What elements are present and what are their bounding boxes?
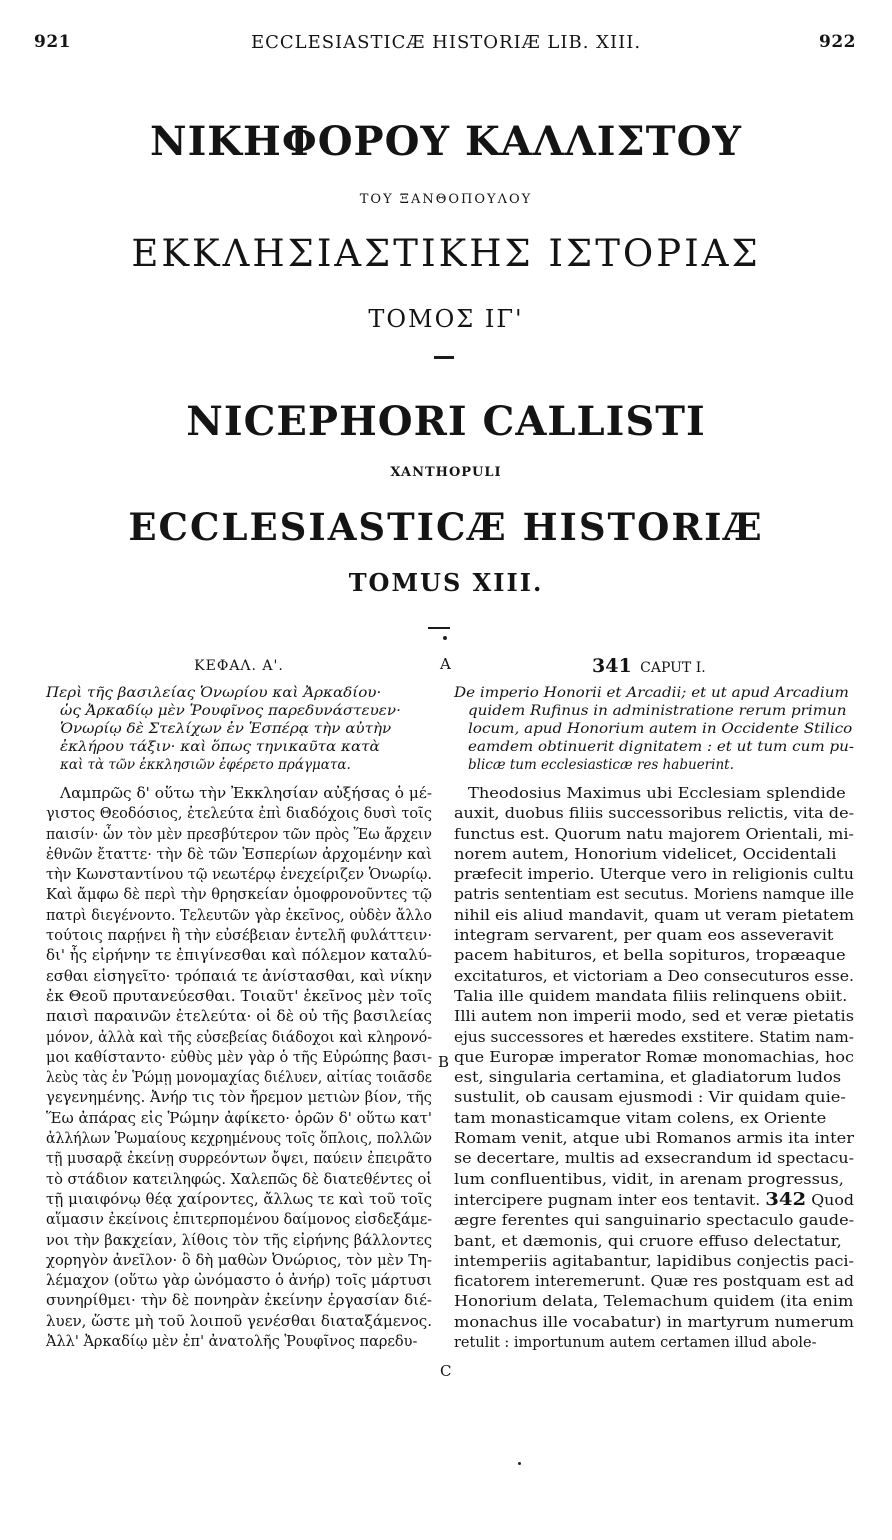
text-line: patris sententiam est secutus. Moriens namque ille	[454, 887, 854, 904]
greek-chapter-heading: ΚΕΦΑΛ. Α'.	[194, 658, 284, 674]
text-line: integram servarent, per quam eos asseveravit	[454, 928, 834, 945]
text-line: sustulit, ob causam ejusmodi : Vir quidam quie-	[454, 1090, 846, 1107]
right-page-number: 922	[819, 32, 856, 52]
text-line: tam monasticamque vitam colens, ex Oriente	[454, 1110, 827, 1127]
text-line: pacem habituros, et bella sopituros, tropæaque	[454, 948, 846, 965]
text-line: Λαμπρῶς δ' οὕτω τὴν Ἐκκλησίαν αὐξήσας ὁ μέ-	[60, 786, 432, 802]
text-line: τούτοις παρῄνει ἢ τὴν εὐσέβειαν ἐντελῆ φυλάττειν·	[46, 928, 432, 945]
summary-line: locum, apud Honorium autem in Occidente Stilico	[468, 721, 853, 737]
text-line: λυεν, ὥστε μὴ τοῦ λοιποῦ γενέσθαι διαταξάμενος.	[46, 1313, 432, 1330]
text-line: ἐκ Θεοῦ πρυτανεύεσθαι. Τοιαῦτ' ἐκεῖνος μὲν τοῖς	[46, 988, 432, 1005]
text-line: τὸ στάδιον κατειληφώς. Χαλεπῶς δὲ διατεθέντες οἱ	[46, 1171, 432, 1188]
summary-line: blicæ tum ecclesiasticæ res habuerint.	[468, 757, 734, 773]
text-line: ἐθνῶν ἔταττε· τὴν δὲ τῶν Ἑσπερίων ἀρχομένην καὶ	[46, 846, 432, 863]
text-line: ficatorem interemerunt. Quæ res postquam est ad	[454, 1274, 854, 1291]
text-line: τῇ μιαιφόνῳ θέᾳ χαίροντες, ἄλλως τε καὶ τοῦ τοῖς	[46, 1191, 432, 1208]
text-line: αἵμασιν ἐκείνοις ἐπιτερπομένου δαίμονος εἰσδεξάμε-	[46, 1212, 432, 1229]
text-line: se decertare, multis ad exsecrandum id spectacu-	[454, 1151, 854, 1168]
text-line: Illi autem non imperii modo, sed et veræ pietatis	[454, 1009, 854, 1026]
text-fragment: intercipere pugnam inter eos tentavit.	[454, 1192, 761, 1209]
running-header	[0, 32, 892, 58]
title-divider	[434, 356, 454, 359]
summary-line: De imperio Honorii et Arcadii; et ut apud Arcadium	[454, 685, 849, 701]
text-line: παισίν· ὧν τὸν μὲν πρεσβύτερον τῶν πρὸς Ἕω ἄρχειν	[46, 826, 432, 843]
left-page-number: 921	[34, 32, 71, 52]
text-line: δι' ἧς εἰρήνην τε ἐπιγίνεσθαι καὶ πόλεμον καταλύ-	[46, 948, 432, 965]
latin-chapter-label: CAPUT I.	[640, 660, 706, 676]
text-line: μοι καθίσταντο· εὐθὺς μὲν γὰρ ὁ τῆς Εὐρώπης βασι-	[46, 1049, 433, 1066]
greek-volume: ΤΟΜΟΣ ΙΓ'	[368, 305, 524, 333]
ornament-dot	[518, 1462, 521, 1465]
text-line: norem autem, Honorium videlicet, Occidentali	[454, 846, 837, 863]
text-line: εσθαι εἰσηγεῖτο· τρόπαιά τε ἀνίστασθαι, καὶ νίκην	[46, 968, 432, 985]
text-line: Talia ille quidem mandata filiis relinquens obiit.	[454, 988, 848, 1005]
latin-body-text	[454, 784, 854, 1353]
text-line: συνηρίθμει· τὴν δὲ πονηρὰν ἐκείνην ἐργασίαν διέ-	[46, 1293, 432, 1310]
text-line: excitaturos, et victoriam a Deo consecuturos esse.	[454, 968, 854, 985]
text-line: monachus ille vocabatur) in martyrum numerum	[454, 1314, 854, 1331]
text-line: Romam venit, atque ubi Romanos armis ita inter	[454, 1131, 854, 1148]
text-line: Καὶ ἄμφω δὲ περὶ τὴν θρησκείαν ὁμοφρονοῦντες τῷ	[46, 887, 433, 904]
text-line: bant, et dæmonis, qui cruore effuso delectatur,	[454, 1233, 842, 1250]
summary-line: Ὁνωρίῳ δὲ Στελίχων ἐν Ἑσπέρᾳ τὴν αὐτὴν	[60, 721, 392, 737]
greek-chapter-summary	[46, 684, 432, 774]
greek-author-title: ΝΙΚΗΦΟΡΟΥ ΚΑΛΛΙΣΤΟΥ	[150, 118, 742, 165]
text-line: χορηγὸν ἀνεῖλον· ὃ δὴ μαθὼν Ὀνώριος, τὸν μὲν Τη-	[46, 1252, 432, 1269]
text-line: παισὶ παραινῶν ἐτελεύτα· οἱ δὲ οὐ τῆς βασιλείας	[46, 1009, 432, 1026]
text-line: ἀλλήλων Ῥωμαίους κεχρημένους τοῖς ὅπλοις, πολλῶν	[46, 1131, 432, 1148]
inline-page-number: 342	[765, 1188, 807, 1210]
text-line: τῇ μυσαρᾷ ἐκείνῃ συρρεόντων ὄψει, παύειν ἐπειρᾶτο	[46, 1151, 432, 1168]
text-line: Theodosius Maximus ubi Ecclesiam splendide	[468, 786, 846, 802]
summary-line: Περὶ τῆς βασιλείας Ὁνωρίου καὶ Ἀρκαδίου·	[46, 685, 382, 701]
latin-column	[454, 654, 854, 1353]
column-page-number: 341	[592, 655, 632, 677]
text-line: est, singularia certamina, et gladiatorum ludos	[454, 1070, 842, 1087]
text-line: Ἕω ἀπάρας εἰς Ῥώμην ἀφίκετο· ὁρῶν δ' οὕτω κατ'	[46, 1110, 433, 1127]
text-line: ejus successores et hæredes exstitere. Statim nam-	[454, 1029, 854, 1046]
text-line: auxit, duobus filiis successoribus relictis, vita de-	[454, 806, 854, 823]
latin-surname: XANTHOPULI	[390, 465, 502, 480]
text-line: λέμαχον (οὕτω γὰρ ὠνόμαστο ὁ ἀνήρ) τοῖς μάρτυσι	[46, 1273, 432, 1290]
summary-line: καὶ τὰ τῶν ἐκκλησιῶν ἐφέρετο πράγματα.	[60, 757, 351, 773]
text-line: nihil eis aliud mandavit, quam ut veram pietatem	[454, 907, 854, 924]
text-line: retulit : importunum autem certamen illud abole-	[454, 1335, 817, 1352]
summary-line: ἐκλήρου τάξιν· καὶ ὅπως τηνικαῦτα κατὰ	[60, 739, 380, 755]
ornament-dot	[443, 636, 447, 640]
running-title: ECCLESIASTICÆ HISTORIÆ LIB. XIII.	[250, 32, 642, 53]
text-line: πατρὶ διεγένοντο. Τελευτῶν γὰρ ἐκεῖνος, οὐδὲν ἄλλο	[46, 907, 432, 924]
latin-author-title: NICEPHORI CALLISTI	[186, 398, 706, 445]
text-line: μόνον, ἀλλὰ καὶ τῆς εὐσεβείας διάδοχοι καὶ κληρονό-	[46, 1029, 432, 1046]
greek-body-text	[46, 784, 432, 1352]
latin-chapter-summary	[454, 684, 854, 774]
latin-volume: TOMUS XIII.	[348, 568, 544, 597]
text-line: que Europæ imperator Romæ monomachias, hoc	[454, 1049, 854, 1066]
text-fragment: Quod	[811, 1192, 854, 1209]
greek-column	[46, 654, 432, 1352]
margin-marker-b: B	[438, 1053, 450, 1071]
text-line: lum confluentibus, vidit, in arenam progressus,	[454, 1171, 844, 1188]
greek-work-title: ΕΚΚΛΗΣΙΑΣΤΙΚΗΣ ΙΣΤΟΡΙΑΣ	[131, 232, 761, 275]
margin-marker-a: A	[440, 655, 451, 673]
text-line: Honorium delata, Telemachum quidem (ita enim	[454, 1294, 854, 1311]
summary-line: quidem Rufinus in administratione rerum primun	[468, 703, 847, 719]
summary-line: eamdem obtinuerit dignitatem : et ut tum cum pu-	[468, 739, 854, 755]
text-line: γεγενημένης. Ἀνήρ τις τὸν ἤρεμον μετιὼν βίον, τῆς	[46, 1090, 432, 1107]
margin-marker-c: C	[440, 1362, 452, 1380]
section-divider	[428, 627, 450, 629]
text-line: functus est. Quorum natu majorem Orientali, mi-	[454, 826, 854, 843]
text-line: præfecit imperio. Uterque vero in religionis cultu	[454, 867, 854, 884]
summary-line: ὡς Ἀρκαδίῳ μὲν Ῥουφῖνος παρεδυνάστευεν·	[60, 703, 401, 719]
latin-chapter-heading	[454, 654, 854, 678]
latin-work-title: ECCLESIASTICÆ HISTORIÆ	[128, 505, 764, 549]
text-line: Ἀλλ' Ἀρκαδίῳ μὲν ἐπ' ἀνατολῆς Ῥουφῖνος παρεδυ-	[46, 1334, 418, 1351]
text-line: λεὺς τὰς ἐν Ῥώμῃ μονομαχίας διέλυεν, αἰτίας τοιᾶσδε	[46, 1070, 432, 1087]
text-line: ægre ferentes qui sanguinario spectaculo gaude-	[454, 1213, 854, 1230]
text-line: intemperiis agitabantur, lapidibus conjectis paci-	[454, 1253, 854, 1270]
text-line	[454, 1190, 854, 1211]
text-line: γιστος Θεοδόσιος, ἐτελεύτα ἐπὶ διαδόχοις δυσὶ τοῖς	[46, 806, 433, 823]
greek-surname: ΤΟΥ ΞΑΝΘΟΠΟΥΛΟΥ	[359, 192, 533, 207]
text-line: τὴν Κωνσταντίνου τῷ νεωτέρῳ ἐνεχείριζεν Ὁνωρίῳ.	[46, 867, 432, 884]
text-line: νοι τὴν βακχείαν, λίθοις τὸν τῆς εἰρήνης βάλλοντες	[46, 1232, 432, 1249]
